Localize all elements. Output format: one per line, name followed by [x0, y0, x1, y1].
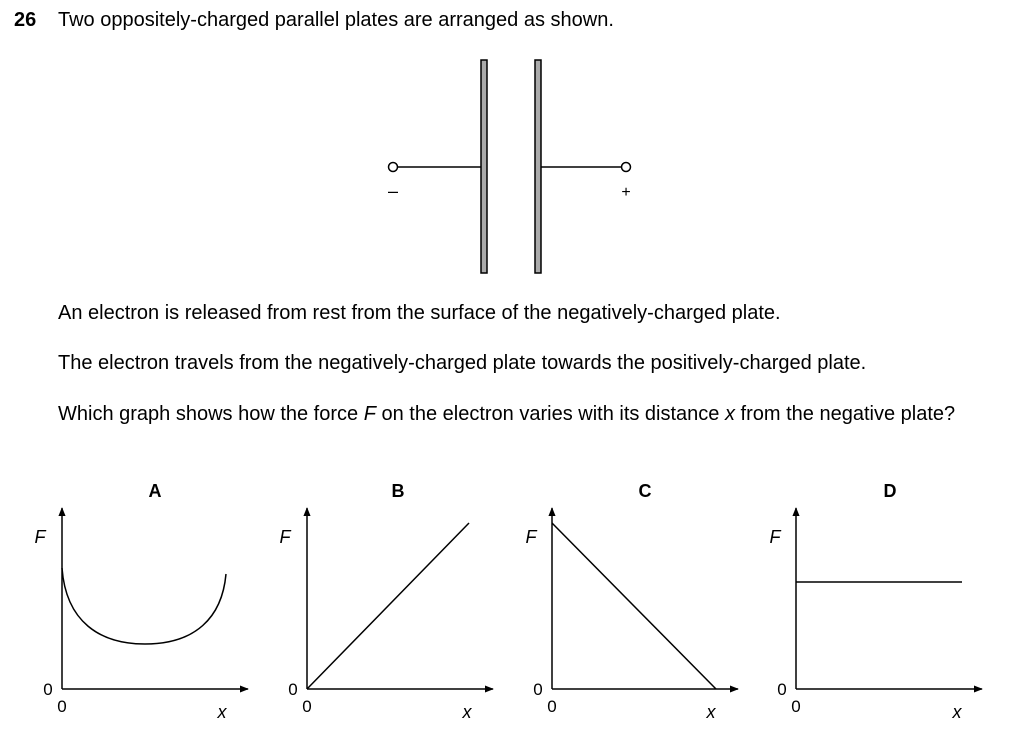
graph-b[interactable]	[280, 481, 494, 722]
graph-a-ylabel: F	[34, 527, 46, 547]
graph-b-origin-x: 0	[302, 697, 312, 716]
graph-d[interactable]	[770, 481, 983, 722]
graph-d-origin-y: 0	[777, 680, 787, 699]
positive-sign: +	[621, 184, 631, 201]
graph-c[interactable]	[526, 481, 739, 722]
positive-plate	[535, 60, 541, 273]
graph-a-origin-y: 0	[43, 680, 53, 699]
graph-c-label: C	[638, 481, 652, 501]
graph-c-ylabel: F	[525, 527, 537, 547]
graph-d-label: D	[883, 481, 897, 501]
negative-sign: –	[387, 181, 399, 201]
graph-c-origin-y: 0	[533, 680, 543, 699]
paragraph-2: The electron travels from the negatively-charged plate towards the positively-charged plate.	[58, 352, 867, 374]
graph-c-line	[552, 523, 716, 689]
force-variable: F	[363, 403, 376, 425]
para3-part2: on the electron varies with its distance	[375, 403, 725, 425]
graph-d-ylabel: F	[769, 527, 781, 547]
paragraph-1: An electron is released from rest from the surface of the negatively-charged plate.	[58, 302, 781, 324]
question-number: 26	[14, 9, 37, 31]
graph-a-curve	[62, 568, 226, 644]
graph-d-xlabel: x	[952, 702, 962, 722]
graph-a[interactable]	[35, 481, 249, 722]
para3-part1: Which graph shows how the force	[58, 403, 364, 425]
distance-variable: x	[724, 403, 735, 425]
graph-a-label: A	[148, 481, 162, 501]
positive-terminal	[622, 163, 631, 172]
para3-part3: from the negative plate?	[734, 403, 956, 425]
paragraph-3	[58, 402, 1003, 426]
graph-b-ylabel: F	[279, 527, 291, 547]
graph-b-xlabel: x	[462, 702, 472, 722]
answer-graphs	[0, 470, 1024, 742]
graph-c-origin-x: 0	[547, 697, 557, 716]
question-stem: Two oppositely-charged parallel plates are arranged as shown.	[58, 9, 614, 31]
negative-plate	[481, 60, 487, 273]
graph-a-xlabel: x	[217, 702, 227, 722]
negative-terminal	[389, 163, 398, 172]
graph-d-origin-x: 0	[791, 697, 801, 716]
graph-b-label: B	[391, 481, 405, 501]
graph-c-xlabel: x	[706, 702, 716, 722]
graph-b-line	[307, 523, 469, 689]
graph-b-origin-y: 0	[288, 680, 298, 699]
graph-a-origin-x: 0	[57, 697, 67, 716]
